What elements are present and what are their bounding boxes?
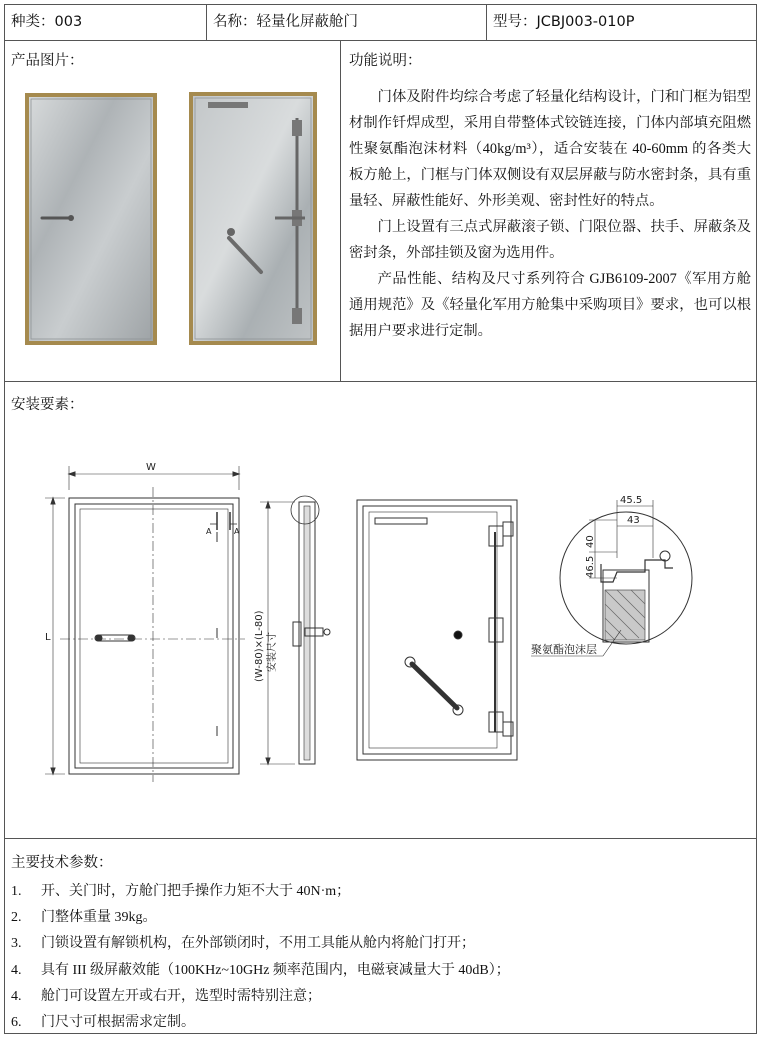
product-images-panel xyxy=(5,40,341,381)
opening-size-label: (W-80)×(L-80) xyxy=(254,610,265,682)
side-view xyxy=(260,496,330,764)
section-mark-left: A xyxy=(206,527,212,536)
product-section xyxy=(5,40,756,382)
section-detail xyxy=(531,500,692,656)
length-label: L xyxy=(45,632,51,643)
width-label: W xyxy=(146,462,156,473)
install-section xyxy=(5,382,756,839)
spec-sheet xyxy=(4,4,757,1034)
install-label: 安装要素： xyxy=(11,397,84,413)
dim-40: 40 xyxy=(585,535,596,548)
params-section xyxy=(5,839,756,1033)
opening-size-caption: 安装尺寸 xyxy=(267,632,278,672)
list-item: 1. 开、关门时，方舱门把手操作力矩不大于 40N·m； xyxy=(11,884,351,899)
model-cell xyxy=(487,5,756,40)
install-drawing xyxy=(5,382,758,838)
kind-text: 种类：003 xyxy=(11,14,83,30)
name-cell xyxy=(207,5,487,40)
params-label: 主要技术参数： xyxy=(11,855,113,871)
list-item: 3. 门锁设置有解锁机构，在外部锁闭时，不用工具能从舱内将舱门打开； xyxy=(11,936,475,952)
function-paragraph: 门体及附件均综合考虑了轻量化结构设计，门和门框为铝型材制作钎焊成型，采用自带整体式铰链连接，门体内部填充阻燃性聚氨酯泡沫材料（40kg/m³），适合安装在 40-60mm 的各类大板方舱上，门框与门体双侧设有双层屏蔽与防水密封条，具有重量轻、屏蔽性能好、外形美观、密封性好的特点。 xyxy=(349,89,751,209)
front-view xyxy=(45,466,245,782)
function-description xyxy=(349,84,751,344)
header-row xyxy=(5,5,756,41)
dim-45-5: 45.5 xyxy=(620,495,643,506)
function-label: 功能说明： xyxy=(349,53,422,69)
model-text: 型号：JCBJ003-010P xyxy=(493,14,635,30)
list-item: 6. 门尺寸可根据需求定制。 xyxy=(11,1014,195,1030)
list-item: 4. 具有 III 级屏蔽效能（100KHz~10GHz 频率范围内，电磁衰减量大于 40dB）； xyxy=(11,962,510,978)
kind-cell xyxy=(5,5,207,40)
dim-43: 43 xyxy=(627,515,640,526)
function-panel xyxy=(341,40,756,381)
function-paragraph: 产品性能、结构及尺寸系列符合 GJB6109-2007《军用方舱通用规范》及《轻量化军用方舱集中采购项目》要求，也可以根据用户要求进行定制。 xyxy=(349,271,751,339)
door-exterior-photo xyxy=(25,93,157,345)
params-list xyxy=(11,879,510,1036)
dim-46-5: 46.5 xyxy=(585,555,596,578)
product-images-label: 产品图片： xyxy=(11,53,84,69)
section-mark-right: A xyxy=(234,527,240,536)
back-view xyxy=(357,500,517,760)
list-item: 2. 门整体重量 39kg。 xyxy=(11,910,157,926)
product-photos xyxy=(5,40,340,381)
product-name: 名称：轻量化屏蔽舱门 xyxy=(213,14,358,30)
function-paragraph: 门上设置有三点式屏蔽滚子锁、门限位器、扶手、屏蔽条及密封条，外部挂锁及窗为选用件。 xyxy=(349,219,751,261)
door-interior-photo xyxy=(189,92,317,345)
list-item: 4. 舱门可设置左开或右开，选型时需特别注意； xyxy=(11,988,321,1004)
foam-layer-label: 聚氨酯泡沫层 xyxy=(531,643,597,656)
